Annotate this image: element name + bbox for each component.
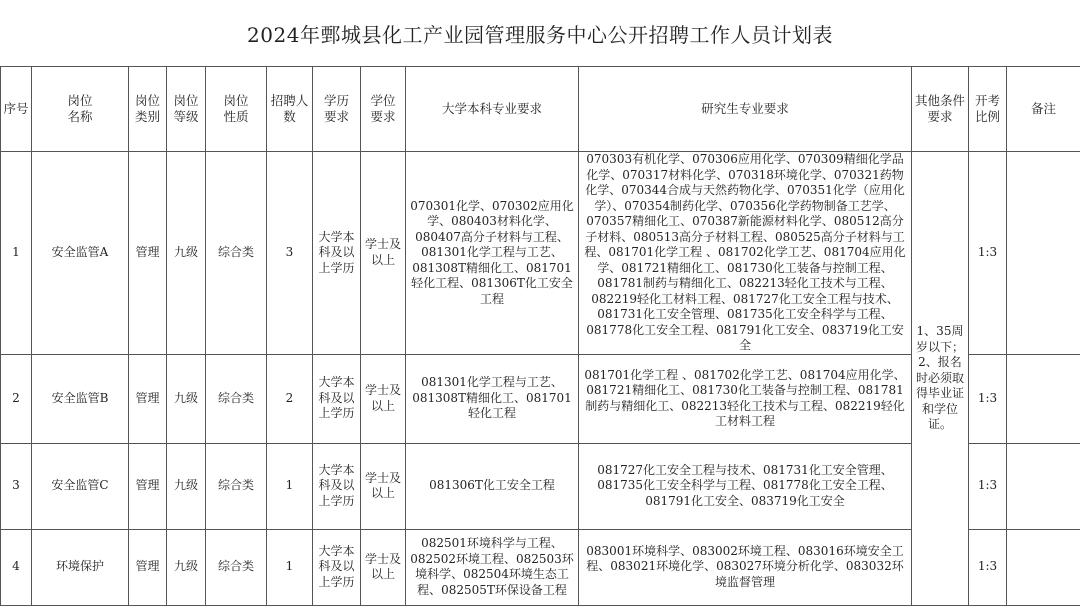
cell-graduate-major: 083001环境科学、083002环境工程、083016环境安全工程、083021环境化学、083027环境分析化学、083032环境监督管理 (579, 529, 912, 605)
cell-remarks (1007, 354, 1080, 443)
cell-post-nature: 综合类 (206, 354, 267, 443)
cell-undergrad-major: 070301化学、070302应用化学、080403材料化学、080407高分子材料与工程、081301化学工程与工艺、081308T精细化工、081701轻化工程、081306T化工安全工程 (406, 152, 579, 355)
page-title: 2024年鄄城县化工产业园管理服务中心公开招聘工作人员计划表 (0, 0, 1080, 66)
cell-education: 大学本科及以上学历 (313, 152, 361, 355)
cell-ratio: 1:3 (969, 152, 1007, 355)
cell-post-type: 管理 (129, 443, 167, 529)
cell-post-name: 环境保护 (32, 529, 129, 605)
cell-ratio: 1:3 (969, 443, 1007, 529)
recruitment-plan-table (0, 66, 1080, 606)
header-post-nature: 岗位 性质 (206, 67, 267, 152)
cell-seq: 3 (1, 443, 32, 529)
cell-degree: 学士及以上 (361, 529, 406, 605)
header-undergrad-major: 大学本科专业要求 (406, 67, 579, 152)
cell-post-nature: 综合类 (206, 152, 267, 355)
header-graduate-major: 研究生专业要求 (579, 67, 912, 152)
cell-seq: 4 (1, 529, 32, 605)
cell-degree: 学士及以上 (361, 152, 406, 355)
header-degree: 学位 要求 (361, 67, 406, 152)
cell-undergrad-major: 081306T化工安全工程 (406, 443, 579, 529)
header-ratio: 开考 比例 (969, 67, 1007, 152)
cell-graduate-major: 081701化学工程 、081702化学工艺、081704应用化学、081721精细化工、081730化工装备与控制工程、081781制药与精细化工、082213轻化工技术与工程、082219轻化工材料工程 (579, 354, 912, 443)
cell-education: 大学本科及以上学历 (313, 529, 361, 605)
cell-post-nature: 综合类 (206, 443, 267, 529)
cell-post-level: 九级 (167, 443, 206, 529)
cell-post-level: 九级 (167, 354, 206, 443)
cell-undergrad-major: 082501环境科学与工程、082502环境工程、082503环境科学、082504环境生态工程、082505T环保设备工程 (406, 529, 579, 605)
cell-ratio: 1:3 (969, 354, 1007, 443)
cell-post-name: 安全监管A (32, 152, 129, 355)
header-recruit-num: 招聘人 数 (267, 67, 313, 152)
cell-recruit-num: 1 (267, 529, 313, 605)
cell-post-level: 九级 (167, 529, 206, 605)
header-other-conditions: 其他条件 要求 (912, 67, 969, 152)
header-post-level: 岗位 等级 (167, 67, 206, 152)
cell-undergrad-major: 081301化学工程与工艺、081308T精细化工、081701轻化工程 (406, 354, 579, 443)
cell-education: 大学本科及以上学历 (313, 354, 361, 443)
table-row (1, 152, 1080, 355)
cell-post-type: 管理 (129, 152, 167, 355)
header-education: 学历 要求 (313, 67, 361, 152)
header-post-type: 岗位 类别 (129, 67, 167, 152)
cell-seq: 1 (1, 152, 32, 355)
cell-graduate-major: 070303有机化学、070306应用化学、070309精细化学品化学、070317材料化学、070318环境化学、070321药物化学、070344合成与天然药物化学、070351化学（应用化学）、070354制药化学、070356化学药物制备工艺学、070357精细化工、070387新能源材料化学、080512高分子材料、080513高分子材料工程、080525高分子材料与工程、081701化学工程 、081702化学工艺、081704应用化学、081721精细化工、081730化工装备与控制工程、081781制药与精细化工、082213轻化工技术与工程、082219轻化工材料工程、081727化工安全工程与技术、081731化工安全管理、081735化工安全科学与工程、081778化工安全工程、081791化工安全、083719化工安全 (579, 152, 912, 355)
cell-degree: 学士及以上 (361, 354, 406, 443)
cell-remarks (1007, 529, 1080, 605)
header-post-name: 岗位 名称 (32, 67, 129, 152)
cell-post-type: 管理 (129, 529, 167, 605)
cell-post-level: 九级 (167, 152, 206, 355)
cell-graduate-major: 081727化工安全工程与技术、081731化工安全管理、081735化工安全科学与工程、081778化工安全工程、081791化工安全、083719化工安全 (579, 443, 912, 529)
cell-recruit-num: 1 (267, 443, 313, 529)
cell-other-conditions: 1、35周岁以下；2、报名时必须取得毕业证和学位证。 (912, 152, 969, 606)
cell-recruit-num: 3 (267, 152, 313, 355)
cell-degree: 学士及以上 (361, 443, 406, 529)
cell-education: 大学本科及以上学历 (313, 443, 361, 529)
cell-remarks (1007, 152, 1080, 355)
cell-post-name: 安全监管C (32, 443, 129, 529)
cell-seq: 2 (1, 354, 32, 443)
cell-post-nature: 综合类 (206, 529, 267, 605)
header-remarks: 备注 (1007, 67, 1080, 152)
cell-post-name: 安全监管B (32, 354, 129, 443)
cell-post-type: 管理 (129, 354, 167, 443)
cell-ratio: 1:3 (969, 529, 1007, 605)
header-row (1, 67, 1080, 152)
cell-remarks (1007, 443, 1080, 529)
header-seq: 序号 (1, 67, 32, 152)
cell-recruit-num: 2 (267, 354, 313, 443)
